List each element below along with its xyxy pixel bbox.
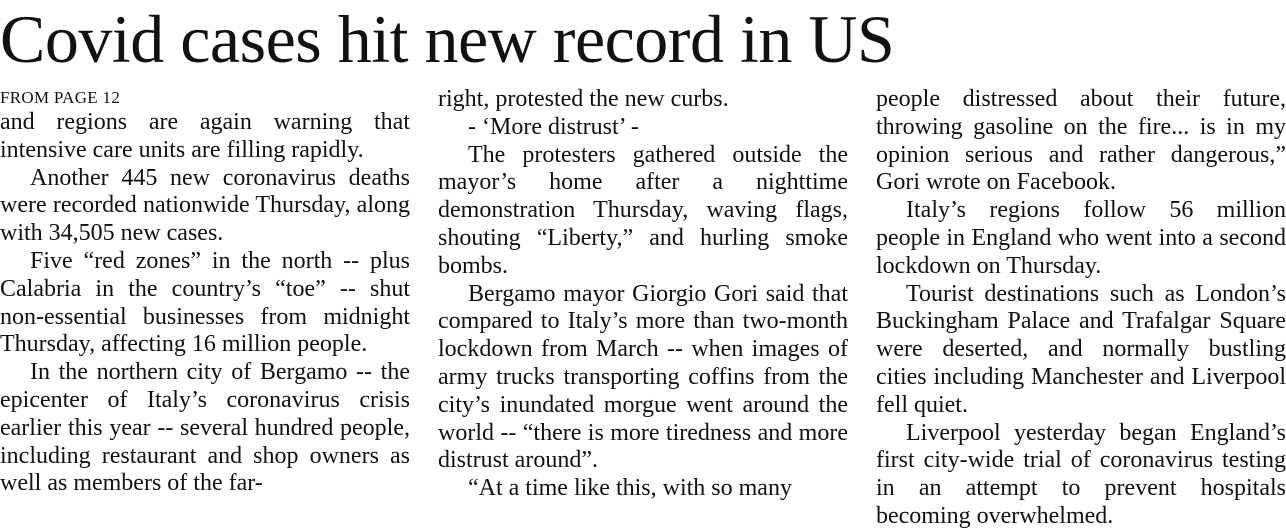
paragraph: The protesters gathered outside the mayor’s home after a nighttime demonstration Thursday, waving flags, shouting “Liberty,” and hurling smoke bombs. — [438, 141, 848, 279]
paragraph: In the northern city of Bergamo -- the epicenter of Italy’s coronavirus crisis earlier this year -- several hundred people, including restaurant and shop owners as well as members of the far- — [0, 359, 410, 497]
paragraph-continuation: people distressed about their future, throwing gasoline on the fire... is in my opinion serious and rather dangerous,” Gori wrote on Facebook. — [876, 86, 1286, 196]
article-column-1 — [0, 86, 410, 498]
paragraph: “At a time like this, with so many — [468, 475, 792, 502]
headline: Covid cases hit new record in US — [0, 1, 895, 77]
subheading: - ‘More distrust’ - — [468, 113, 639, 140]
paragraph: Tourist destinations such as London’s Buckingham Palace and Trafalgar Square were deserted, and normally bustling cities including Manchester and Liverpool fell quiet. — [876, 280, 1286, 418]
paragraph: Liverpool yesterday began England’s first city-wide trial of coronavirus testing in an attempt to prevent hospitals becoming overwhelmed. — [876, 419, 1286, 529]
dateline: FROM PAGE 12 — [0, 88, 121, 107]
paragraph: Five “red zones” in the north -- plus Calabria in the country’s “toe” -- shut non-essential businesses from midnight Thursday, affecting 16 million people. — [0, 247, 410, 358]
paragraph: Bergamo mayor Giorgio Gori said that compared to Italy’s more than two-month lockdown from March -- when images of army trucks transporting coffins from the city’s inundated morgue went around the world -- “there is more tiredness and more distrust around”. — [438, 280, 848, 474]
paragraph: Another 445 new coronavirus deaths were recorded nationwide Thursday, along with 34,505 new cases. — [0, 164, 410, 247]
paragraph: and regions are again warning that intensive care units are filling rapidly. — [0, 109, 410, 163]
article-column-3 — [876, 86, 1286, 531]
paragraph-continuation: right, protested the new curbs. — [438, 86, 729, 112]
paragraph: Italy’s regions follow 56 million people in England who went into a second lockdown on Thursday. — [876, 197, 1286, 279]
article-column-2 — [438, 86, 848, 503]
